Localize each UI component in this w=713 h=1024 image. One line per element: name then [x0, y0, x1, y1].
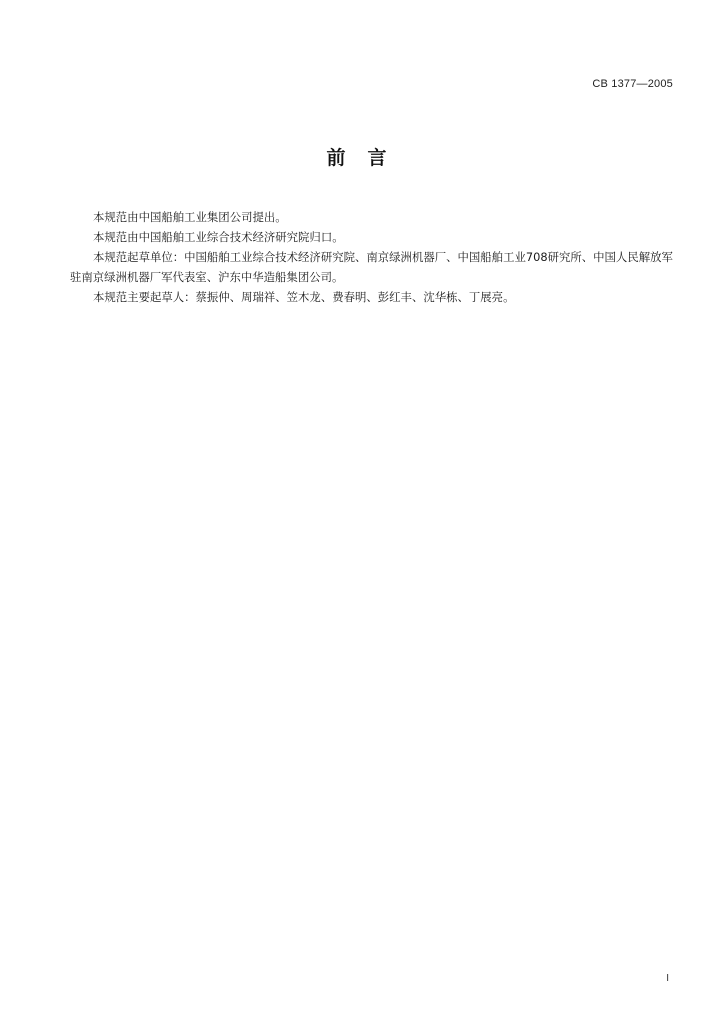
preface-body — [70, 207, 682, 307]
document-code: CB 1377—2005 — [592, 78, 673, 90]
paragraph-drafters: 本规范主要起草人：蔡振仲、周瑞祥、笠木龙、费春明、彭红丰、沈华栋、丁展亮。 — [93, 290, 515, 304]
paragraph-proposer: 本规范由中国船舶工业集团公司提出。 — [93, 210, 287, 224]
paragraph-centralized-by: 本规范由中国船舶工业综合技术经济研究院归口。 — [93, 230, 344, 244]
page-number: I — [666, 973, 669, 984]
paragraph-drafting-units: 本规范起草单位：中国船舶工业综合技术经济研究院、南京绿洲机器厂、中国船舶工业708研究所、中国人民解放军驻南京绿洲机器厂军代表室、沪东中华造船集团公司。 — [70, 250, 673, 284]
page-title: 前言 — [326, 147, 409, 169]
